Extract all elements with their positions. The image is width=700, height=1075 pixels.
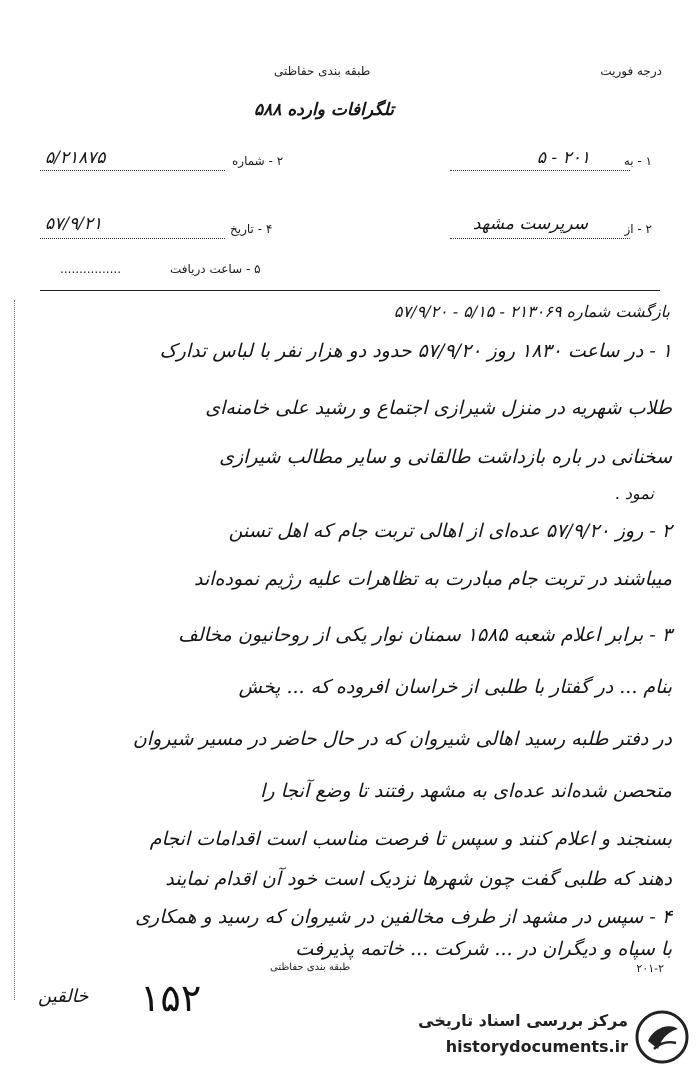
body-line: در دفتر طلبه رسید اهالی شیروان که در حال حاضر در مسیر شیروان	[132, 728, 672, 750]
body-line: متحصن شده‌اند عده‌ای به مشهد رفتند تا وضع آنجا را	[260, 780, 672, 802]
number-label: ۲ - شماره	[232, 154, 284, 168]
archive-logo-icon	[634, 1009, 690, 1065]
from-value: سرپرست مشهد	[472, 214, 588, 234]
body-line: میباشند در تربت جام مبادرت به تظاهرات علیه رژیم نموده‌اند	[194, 568, 672, 590]
body-line: ۲ - روز ۵۷/۹/۲۰ عده‌ای از اهالی تربت جام که اهل تسنن	[228, 520, 672, 542]
to-value: ۲۰۱ - ۵	[536, 148, 590, 168]
body-line: ۱ - در ساعت ۱۸۳۰ روز ۵۷/۹/۲۰ حدود دو هزار نفر با لباس تدارک	[159, 340, 672, 362]
watermark-title: مرکز بررسی اسناد تاریخی	[418, 1011, 628, 1030]
body-line: سخنانی در باره بازداشت طالقانی و سایر مطالب شیرازی	[219, 446, 672, 468]
watermark-url: historydocuments.ir	[445, 1037, 628, 1056]
page-number: ۱۵۲	[140, 976, 202, 1020]
from-label: ۲ - از	[624, 222, 652, 236]
body-line: ۴ - سپس در مشهد از طرف مخالفین در شیروان که رسید و همکاری	[135, 906, 672, 928]
body-line: طلاب شهریه در منزل شیرازی اجتماع و رشید علی خامنه‌ای	[205, 397, 672, 419]
body-line: ۳ - برابر اعلام شعبه ۱۵۸۵ سمنان نوار یکی از روحانیون مخالف	[178, 624, 672, 646]
body-line: با سپاه و دیگران در ... شرکت ... خاتمه پذیرفت	[295, 938, 672, 960]
number-value: ۵/۲۱۸۷۵	[45, 148, 106, 168]
body-line: دهند که طلبی گفت چون شهرها نزدیک است خود آن اقدام نمایند	[165, 868, 672, 890]
classification-label: طبقه بندی حفاظتی	[274, 64, 371, 78]
left-edge-mark	[14, 300, 15, 1000]
to-label: ۱ - به	[623, 154, 652, 168]
to-dotline	[450, 170, 630, 171]
date-value: ۵۷/۹/۲۱	[45, 214, 103, 234]
bottom-classification-stamp: طبقه بندی حفاظتی	[270, 962, 351, 973]
date-dotline	[40, 238, 225, 239]
date-label: ۴ - تاریخ	[230, 222, 273, 236]
number-dotline	[40, 170, 225, 171]
urgency-label: درجه فوریت	[600, 64, 662, 78]
body-line: نمود .	[614, 484, 654, 503]
received-label: ۵ - ساعت دریافت	[170, 262, 261, 276]
signature-name: خالقین	[38, 986, 89, 1007]
body-line: بسنجند و اعلام کنند و سپس تا فرصت مناسب است اقدامات انجام	[149, 828, 672, 850]
received-value: ................	[60, 262, 122, 276]
reference-line: بازگشت شماره ۲۱۳۰۶۹ - ۵/۱۵ - ۵۷/۹/۲۰	[393, 302, 670, 321]
from-dotline	[450, 238, 630, 239]
watermark	[410, 1007, 692, 1067]
header-separator	[40, 290, 660, 291]
body-line: بنام ... در گفتار با طلبی از خراسان افروده که ... پخش	[238, 676, 672, 698]
bottom-code: ۲۰۱-۲	[636, 962, 664, 975]
form-title: تلگرافات وارده ۵۸۸	[254, 100, 395, 120]
